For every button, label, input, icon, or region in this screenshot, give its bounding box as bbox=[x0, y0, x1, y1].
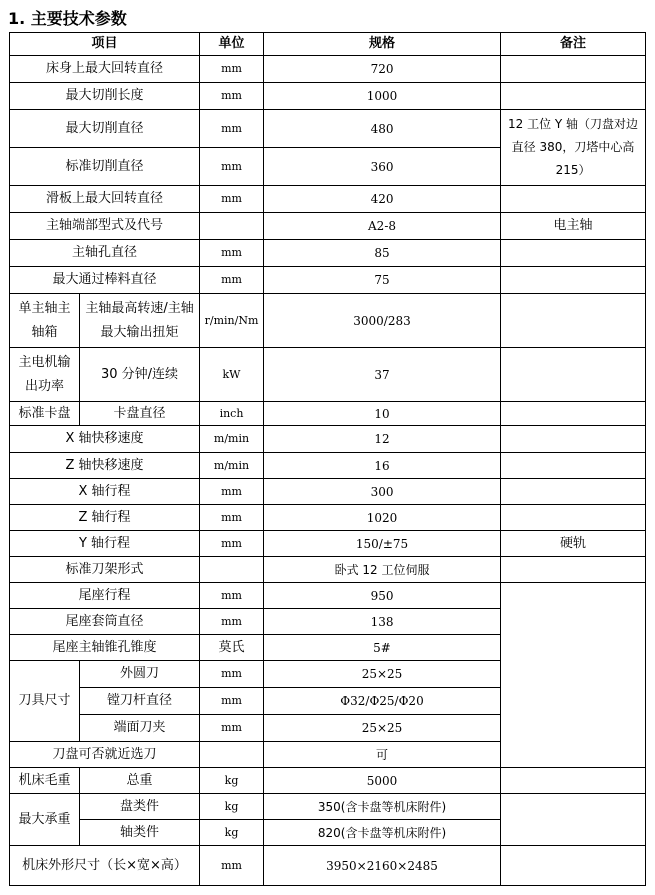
group-cell: 最大承重 bbox=[10, 794, 80, 846]
item-cell: 主轴孔直径 bbox=[10, 240, 200, 267]
unit-cell: mm bbox=[200, 148, 264, 186]
value-cell: 卧式 12 工位伺服 bbox=[264, 557, 501, 583]
item-cell: Y 轴行程 bbox=[10, 531, 200, 557]
group-cell: 单主轴主轴箱 bbox=[10, 294, 80, 348]
value-cell: 25×25 bbox=[264, 661, 501, 688]
value-cell: 25×25 bbox=[264, 715, 501, 742]
note-cell: 12 工位 Y 轴（刀盘对边直径 380，刀塔中心高 215） bbox=[501, 110, 646, 186]
item-cell: 尾座套筒直径 bbox=[10, 609, 200, 635]
value-cell: 16 bbox=[264, 453, 501, 479]
note-cell bbox=[501, 56, 646, 83]
note-cell bbox=[501, 267, 646, 294]
value-cell: 3000/283 bbox=[264, 294, 501, 348]
header-note: 备注 bbox=[501, 33, 646, 56]
unit-cell: mm bbox=[200, 240, 264, 267]
table-row bbox=[10, 402, 646, 426]
table-row bbox=[10, 110, 646, 148]
unit-cell: mm bbox=[200, 609, 264, 635]
unit-cell: r/min/Nm bbox=[200, 294, 264, 348]
unit-cell: mm bbox=[200, 267, 264, 294]
unit-cell: m/min bbox=[200, 426, 264, 453]
unit-cell: inch bbox=[200, 402, 264, 426]
unit-cell: mm bbox=[200, 715, 264, 742]
table-row bbox=[10, 186, 646, 213]
unit-cell: kg bbox=[200, 794, 264, 820]
value-cell: 420 bbox=[264, 186, 501, 213]
table-row bbox=[10, 479, 646, 505]
item-cell: 总重 bbox=[80, 768, 200, 794]
unit-cell: mm bbox=[200, 531, 264, 557]
value-cell: 138 bbox=[264, 609, 501, 635]
header-unit: 单位 bbox=[200, 33, 264, 56]
note-cell bbox=[501, 240, 646, 267]
header-row bbox=[10, 33, 646, 56]
value-cell: 820(含卡盘等机床附件) bbox=[264, 820, 501, 846]
unit-cell: kW bbox=[200, 348, 264, 402]
value-cell: 720 bbox=[264, 56, 501, 83]
item-cell: 轴类件 bbox=[80, 820, 200, 846]
note-cell: 电主轴 bbox=[501, 213, 646, 240]
unit-cell: mm bbox=[200, 479, 264, 505]
item-cell: 标准刀架形式 bbox=[10, 557, 200, 583]
value-cell: 1000 bbox=[264, 83, 501, 110]
note-cell: 硬轨 bbox=[501, 531, 646, 557]
note-cell bbox=[501, 348, 646, 402]
item-cell: 盘类件 bbox=[80, 794, 200, 820]
item-cell: 外圆刀 bbox=[80, 661, 200, 688]
table-row bbox=[10, 294, 646, 348]
note-cell bbox=[501, 768, 646, 794]
table-row bbox=[10, 348, 646, 402]
item-cell: 端面刀夹 bbox=[80, 715, 200, 742]
value-cell: 5000 bbox=[264, 768, 501, 794]
table-row bbox=[10, 453, 646, 479]
item-cell: X 轴行程 bbox=[10, 479, 200, 505]
item-cell: 标准切削直径 bbox=[10, 148, 200, 186]
item-cell: 滑板上最大回转直径 bbox=[10, 186, 200, 213]
item-cell: Z 轴行程 bbox=[10, 505, 200, 531]
item-cell: 最大切削直径 bbox=[10, 110, 200, 148]
table-row bbox=[10, 56, 646, 83]
spec-table bbox=[9, 32, 646, 886]
header-spec: 规格 bbox=[264, 33, 501, 56]
item-cell: 尾座行程 bbox=[10, 583, 200, 609]
note-cell bbox=[501, 505, 646, 531]
table-row bbox=[10, 583, 646, 609]
note-cell bbox=[501, 557, 646, 583]
value-cell: 3950×2160×2485 bbox=[264, 846, 501, 886]
unit-cell: mm bbox=[200, 846, 264, 886]
item-cell: 主轴最高转速/主轴最大输出扭矩 bbox=[80, 294, 200, 348]
table-row bbox=[10, 768, 646, 794]
value-cell: 300 bbox=[264, 479, 501, 505]
value-cell: 350(含卡盘等机床附件) bbox=[264, 794, 501, 820]
item-cell: 卡盘直径 bbox=[80, 402, 200, 426]
group-cell: 主电机输出功率 bbox=[10, 348, 80, 402]
unit-cell: m/min bbox=[200, 453, 264, 479]
table-row bbox=[10, 794, 646, 820]
value-cell: A2-8 bbox=[264, 213, 501, 240]
unit-cell: kg bbox=[200, 768, 264, 794]
table-row bbox=[10, 531, 646, 557]
item-cell: 最大切削长度 bbox=[10, 83, 200, 110]
unit-cell bbox=[200, 213, 264, 240]
unit-cell bbox=[200, 557, 264, 583]
value-cell: Φ32/Φ25/Φ20 bbox=[264, 688, 501, 715]
item-cell: 尾座主轴锥孔锥度 bbox=[10, 635, 200, 661]
item-cell: 刀盘可否就近选刀 bbox=[10, 742, 200, 768]
table-row bbox=[10, 267, 646, 294]
item-cell: 床身上最大回转直径 bbox=[10, 56, 200, 83]
value-cell: 85 bbox=[264, 240, 501, 267]
value-cell: 5# bbox=[264, 635, 501, 661]
table-row bbox=[10, 505, 646, 531]
note-cell bbox=[501, 426, 646, 453]
unit-cell: 莫氏 bbox=[200, 635, 264, 661]
group-cell: 刀具尺寸 bbox=[10, 661, 80, 742]
value-cell: 950 bbox=[264, 583, 501, 609]
item-cell: X 轴快移速度 bbox=[10, 426, 200, 453]
group-cell: 机床毛重 bbox=[10, 768, 80, 794]
unit-cell: mm bbox=[200, 505, 264, 531]
note-cell bbox=[501, 83, 646, 110]
value-cell: 480 bbox=[264, 110, 501, 148]
value-cell: 37 bbox=[264, 348, 501, 402]
note-cell bbox=[501, 794, 646, 846]
unit-cell bbox=[200, 742, 264, 768]
table-row bbox=[10, 240, 646, 267]
item-cell: 主轴端部型式及代号 bbox=[10, 213, 200, 240]
note-cell bbox=[501, 402, 646, 426]
item-cell: Z 轴快移速度 bbox=[10, 453, 200, 479]
note-cell bbox=[501, 583, 646, 768]
section-title: 1. 主要技术参数 bbox=[8, 9, 127, 28]
unit-cell: mm bbox=[200, 110, 264, 148]
header-item: 项目 bbox=[10, 33, 200, 56]
value-cell: 360 bbox=[264, 148, 501, 186]
unit-cell: mm bbox=[200, 583, 264, 609]
value-cell: 75 bbox=[264, 267, 501, 294]
unit-cell: mm bbox=[200, 186, 264, 213]
value-cell: 150/±75 bbox=[264, 531, 501, 557]
unit-cell: kg bbox=[200, 820, 264, 846]
value-cell: 1020 bbox=[264, 505, 501, 531]
value-cell: 10 bbox=[264, 402, 501, 426]
note-cell bbox=[501, 479, 646, 505]
value-cell: 可 bbox=[264, 742, 501, 768]
unit-cell: mm bbox=[200, 56, 264, 83]
table-row bbox=[10, 426, 646, 453]
note-cell bbox=[501, 453, 646, 479]
note-cell bbox=[501, 186, 646, 213]
unit-cell: mm bbox=[200, 688, 264, 715]
value-cell: 12 bbox=[264, 426, 501, 453]
item-cell: 镗刀杆直径 bbox=[80, 688, 200, 715]
unit-cell: mm bbox=[200, 83, 264, 110]
group-cell: 标准卡盘 bbox=[10, 402, 80, 426]
table-row bbox=[10, 846, 646, 886]
note-cell bbox=[501, 846, 646, 886]
table-row bbox=[10, 213, 646, 240]
item-cell: 30 分钟/连续 bbox=[80, 348, 200, 402]
table-row bbox=[10, 83, 646, 110]
note-cell bbox=[501, 294, 646, 348]
unit-cell: mm bbox=[200, 661, 264, 688]
table-row bbox=[10, 557, 646, 583]
item-cell: 机床外形尺寸（长×宽×高） bbox=[10, 846, 200, 886]
item-cell: 最大通过棒料直径 bbox=[10, 267, 200, 294]
